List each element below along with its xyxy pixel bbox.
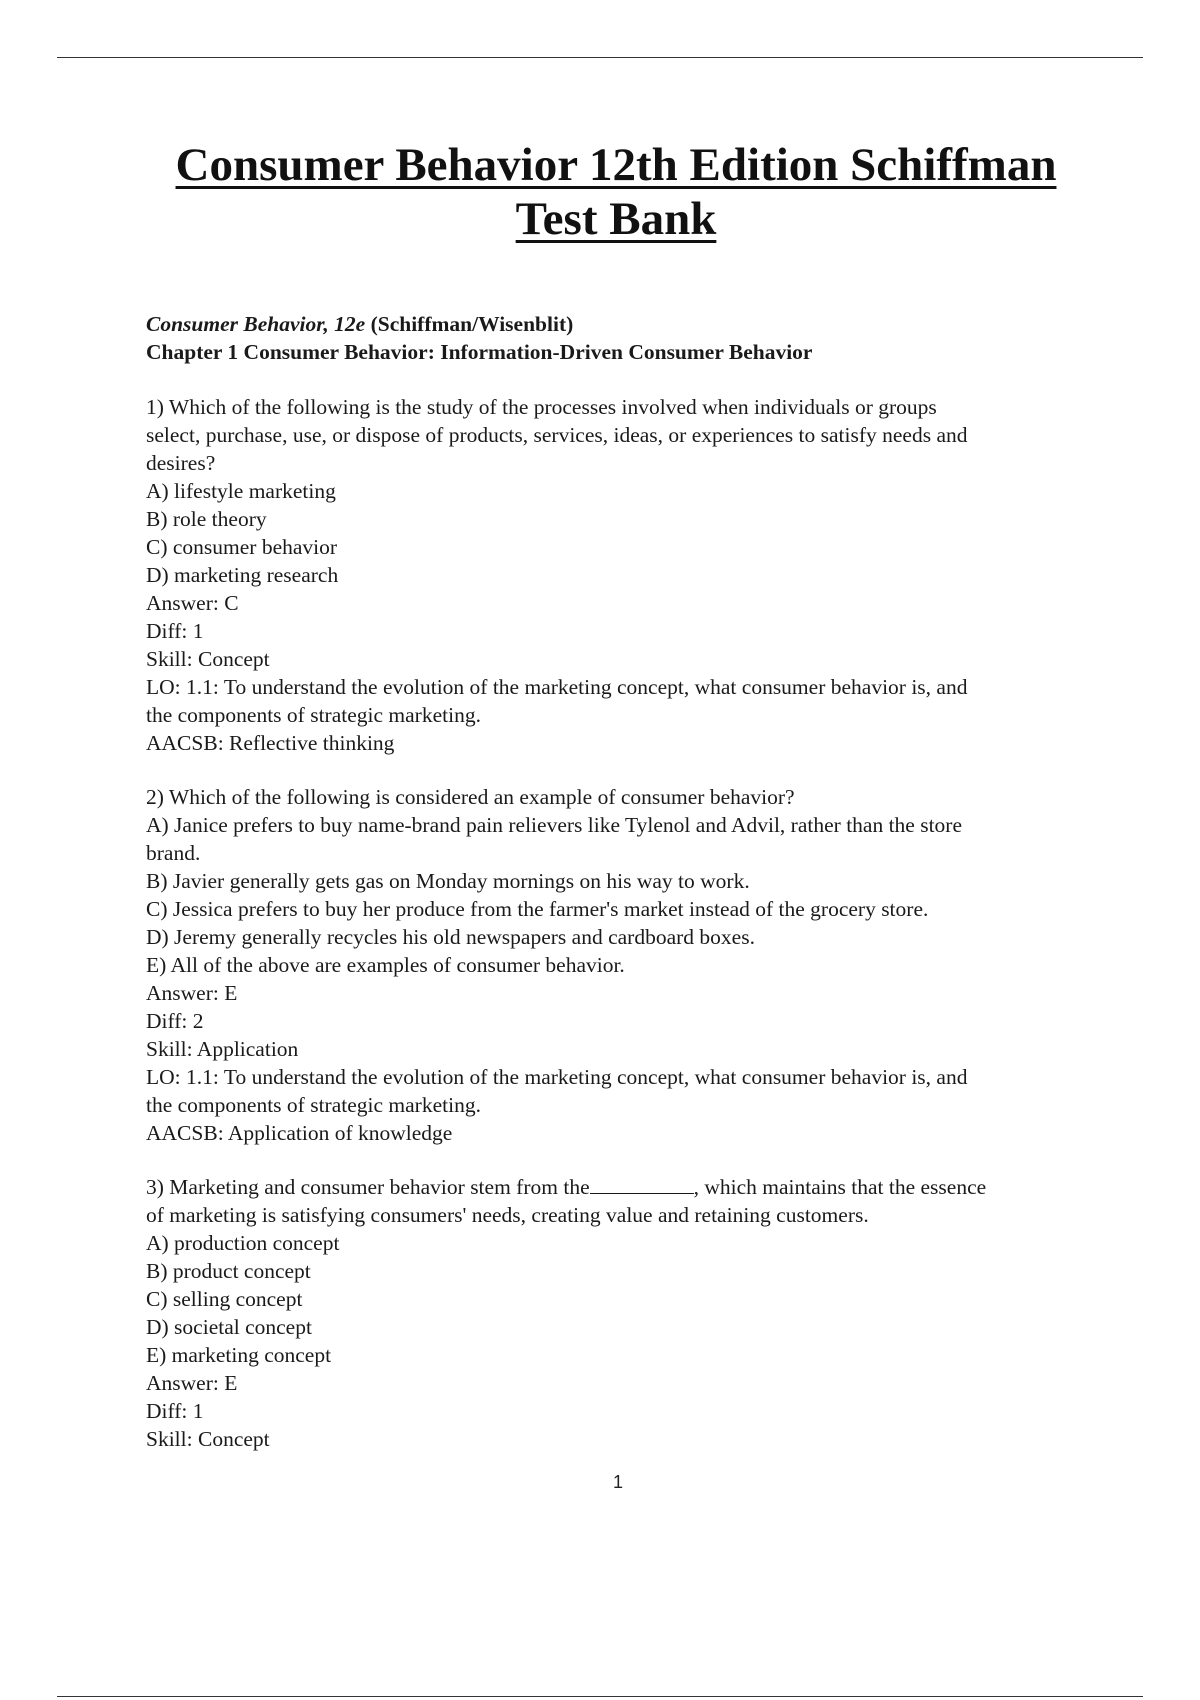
question-3-option-a: A) production concept: [146, 1231, 340, 1255]
page-title: [0, 138, 1200, 246]
top-rule: [57, 57, 1143, 58]
question-1-lo: the components of strategic marketing.: [146, 703, 481, 727]
question-3-stem-after: , which maintains that the essence: [693, 1175, 987, 1199]
title-line-1: Consumer Behavior 12th Edition Schiffman: [175, 139, 1057, 191]
question-2-option-e: E) All of the above are examples of consumer behavior.: [146, 953, 625, 977]
book-authors: (Schiffman/Wisenblit): [370, 312, 574, 336]
question-1-line: desires?: [146, 451, 216, 475]
question-2-lo: the components of strategic marketing.: [146, 1093, 481, 1117]
document-body: [146, 310, 1086, 1453]
question-3: [146, 1173, 1086, 1453]
question-3-line: of marketing is satisfying consumers' needs, creating value and retaining customers.: [146, 1203, 869, 1227]
question-1-option-c: C) consumer behavior: [146, 535, 338, 559]
book-title: [146, 310, 1086, 338]
book-title-italic: Consumer Behavior, 12e: [146, 312, 366, 336]
question-2-aacsb: AACSB: Application of knowledge: [146, 1121, 453, 1145]
question-1-line: 1) Which of the following is the study of the processes involved when individuals or groups: [146, 395, 937, 419]
question-3-stem-before: 3) Marketing and consumer behavior stem from the: [146, 1175, 590, 1199]
page-number: 1: [612, 1472, 623, 1492]
question-1-answer: Answer: C: [146, 591, 239, 615]
question-1-difficulty: Diff: 1: [146, 619, 204, 643]
question-2-option-c: C) Jessica prefers to buy her produce from the farmer's market instead of the grocery store.: [146, 897, 929, 921]
title-line-2: Test Bank: [515, 193, 717, 245]
question-2-lo: LO: 1.1: To understand the evolution of the marketing concept, what consumer behavior is, and: [146, 1065, 968, 1089]
question-2-skill: Skill: Application: [146, 1037, 299, 1061]
bottom-rule: [57, 1696, 1143, 1697]
question-3-stem: [146, 1173, 1086, 1201]
question-1: [146, 393, 1086, 757]
question-3-answer: Answer: E: [146, 1371, 238, 1395]
question-3-difficulty: Diff: 1: [146, 1399, 204, 1423]
question-2-difficulty: Diff: 2: [146, 1009, 204, 1033]
question-2-option-a: brand.: [146, 841, 201, 865]
question-1-option-a: A) lifestyle marketing: [146, 479, 336, 503]
question-2-option-a: A) Janice prefers to buy name-brand pain relievers like Tylenol and Advil, rather than the store: [146, 813, 963, 837]
fill-in-blank: [590, 1173, 694, 1194]
question-2-option-b: B) Javier generally gets gas on Monday mornings on his way to work.: [146, 869, 750, 893]
question-3-option-c: C) selling concept: [146, 1287, 303, 1311]
question-3-option-d: D) societal concept: [146, 1315, 312, 1339]
question-1-lo: LO: 1.1: To understand the evolution of the marketing concept, what consumer behavior is, and: [146, 675, 968, 699]
question-2-line: 2) Which of the following is considered an example of consumer behavior?: [146, 785, 795, 809]
question-2-answer: Answer: E: [146, 981, 238, 1005]
question-2-option-d: D) Jeremy generally recycles his old newspapers and cardboard boxes.: [146, 925, 755, 949]
question-1-aacsb: AACSB: Reflective thinking: [146, 731, 395, 755]
question-3-skill: Skill: Concept: [146, 1427, 270, 1451]
question-1-skill: Skill: Concept: [146, 647, 270, 671]
question-2: [146, 783, 1086, 1147]
chapter-heading: Chapter 1 Consumer Behavior: Information-Driven Consumer Behavior: [146, 340, 813, 364]
question-1-line: select, purchase, use, or dispose of products, services, ideas, or experiences to satisfy needs and: [146, 423, 968, 447]
question-3-option-b: B) product concept: [146, 1259, 311, 1283]
question-1-option-d: D) marketing research: [146, 563, 339, 587]
question-1-option-b: B) role theory: [146, 507, 267, 531]
question-3-option-e: E) marketing concept: [146, 1343, 332, 1367]
